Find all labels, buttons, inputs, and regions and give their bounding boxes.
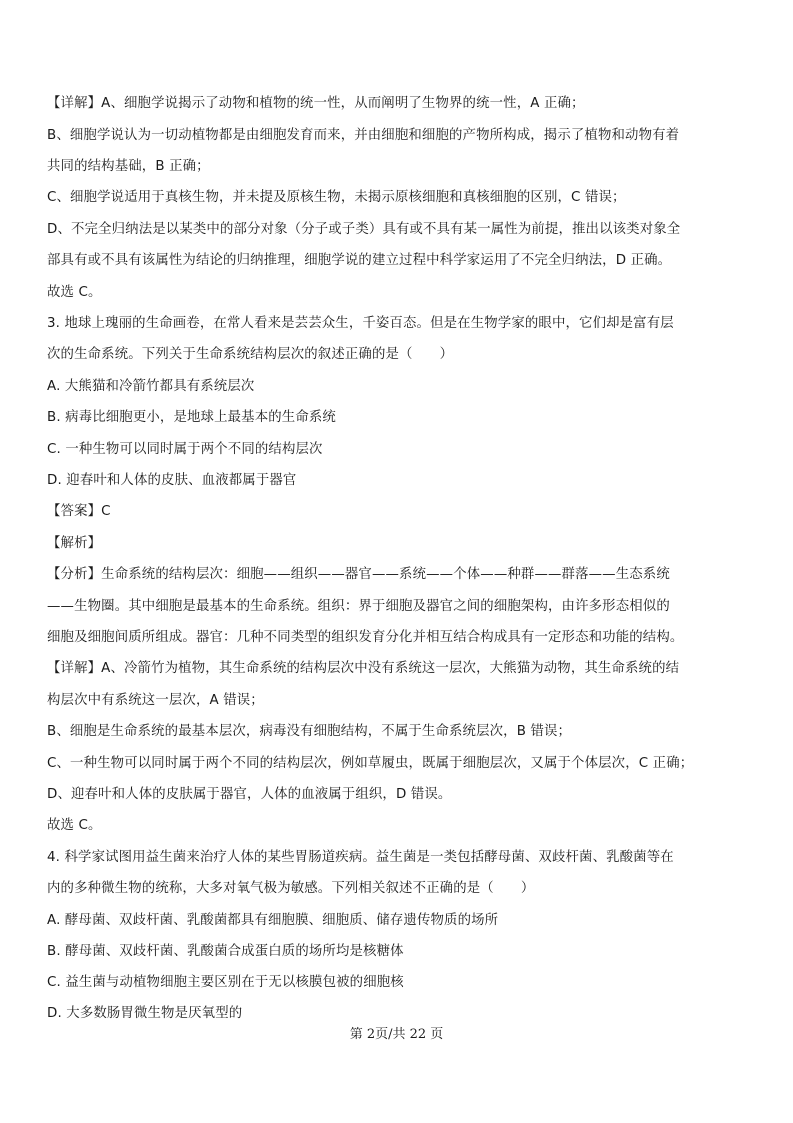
text-line: 【详解】A、冷箭竹为植物，其生命系统的结构层次中没有系统这一层次，大熊猫为动物，其生命系统的结 (47, 661, 680, 676)
text-line: ——生物圈。其中细胞是最基本的生命系统。组织：界于细胞及器官之间的细胞架构，由许多形态相似的 (47, 599, 670, 614)
text-line: D、迎春叶和人体的皮肤属于器官，人体的血液属于组织，D 错误。 (47, 787, 452, 802)
text-line: 部具有或不具有该属性为结论的归纳推理，细胞学说的建立过程中科学家运用了不完全归纳法，D 正确。 (47, 253, 672, 268)
option-c: C. 一种生物可以同时属于两个不同的结构层次 (47, 442, 323, 457)
analysis-label: 【解析】 (47, 536, 102, 551)
option-b: B. 酵母菌、双歧杆菌、乳酸菌合成蛋白质的场所均是核糖体 (47, 944, 404, 959)
option-d: D. 大多数肠胃微生物是厌氧型的 (47, 1006, 243, 1021)
option-a: A. 大熊猫和冷箭竹都具有系统层次 (47, 379, 255, 394)
option-c: C. 益生菌与动植物细胞主要区别在于无以核膜包被的细胞核 (47, 975, 404, 990)
option-b: B. 病毒比细胞更小，是地球上最基本的生命系统 (47, 410, 336, 425)
text-line: 故选 C。 (47, 818, 102, 833)
text-line: 共同的结构基础，B 正确； (47, 159, 210, 174)
text-line: 故选 C。 (47, 285, 102, 300)
text-line: C、细胞学说适用于真核生物，并未提及原核生物，未揭示原核细胞和真核细胞的区别，C 错误； (47, 190, 626, 205)
text-line: 细胞及细胞间质所组成。器官：几种不同类型的组织发育分化并相互结合构成具有一定形态和功能的结构。 (47, 630, 684, 645)
text-line: D、不完全归纳法是以某类中的部分对象（分子或子类）具有或不具有某一属性为前提，推出以该类对象全 (47, 222, 681, 237)
option-a: A. 酵母菌、双歧杆菌、乳酸菌都具有细胞膜、细胞质、储存遗传物质的场所 (47, 913, 499, 928)
text-line: 【分析】生命系统的结构层次：细胞——组织——器官——系统——个体——种群——群落——生态系统 (47, 567, 670, 582)
question-3-stem: 次的生命系统。下列关于生命系统结构层次的叙述正确的是（ ） (47, 347, 454, 362)
text-line: 【详解】A、细胞学说揭示了动物和植物的统一性，从而阐明了生物界的统一性，A 正确； (47, 96, 585, 111)
question-4-stem: 4. 科学家试图用益生菌来治疗人体的某些胃肠道疾病。益生菌是一类包括酵母菌、双歧杆菌、乳酸菌等在 (47, 850, 674, 865)
page-number-footer: 第 2页/共 22 页 (349, 1027, 444, 1042)
text-line: B、细胞学说认为一切动植物都是由细胞发育而来，并由细胞和细胞的产物所构成，揭示了植物和动物有着 (47, 128, 680, 143)
question-3-stem: 3. 地球上瑰丽的生命画卷，在常人看来是芸芸众生，千姿百态。但是在生物学家的眼中，它们却是富有层 (47, 316, 674, 331)
question-4-stem: 内的多种微生物的统称，大多对氧气极为敏感。下列相关叙述不正确的是（ ） (47, 881, 535, 896)
text-line: B、细胞是生命系统的最基本层次，病毒没有细胞结构，不属于生命系统层次，B 错误； (47, 724, 572, 739)
option-d: D. 迎春叶和人体的皮肤、血液都属于器官 (47, 473, 297, 488)
answer-label: 【答案】C (47, 504, 111, 519)
text-line: C、一种生物可以同时属于两个不同的结构层次，例如草履虫，既属于细胞层次，又属于个体层次，C 正确； (47, 756, 694, 771)
text-line: 构层次中有系统这一层次，A 错误； (47, 693, 264, 708)
